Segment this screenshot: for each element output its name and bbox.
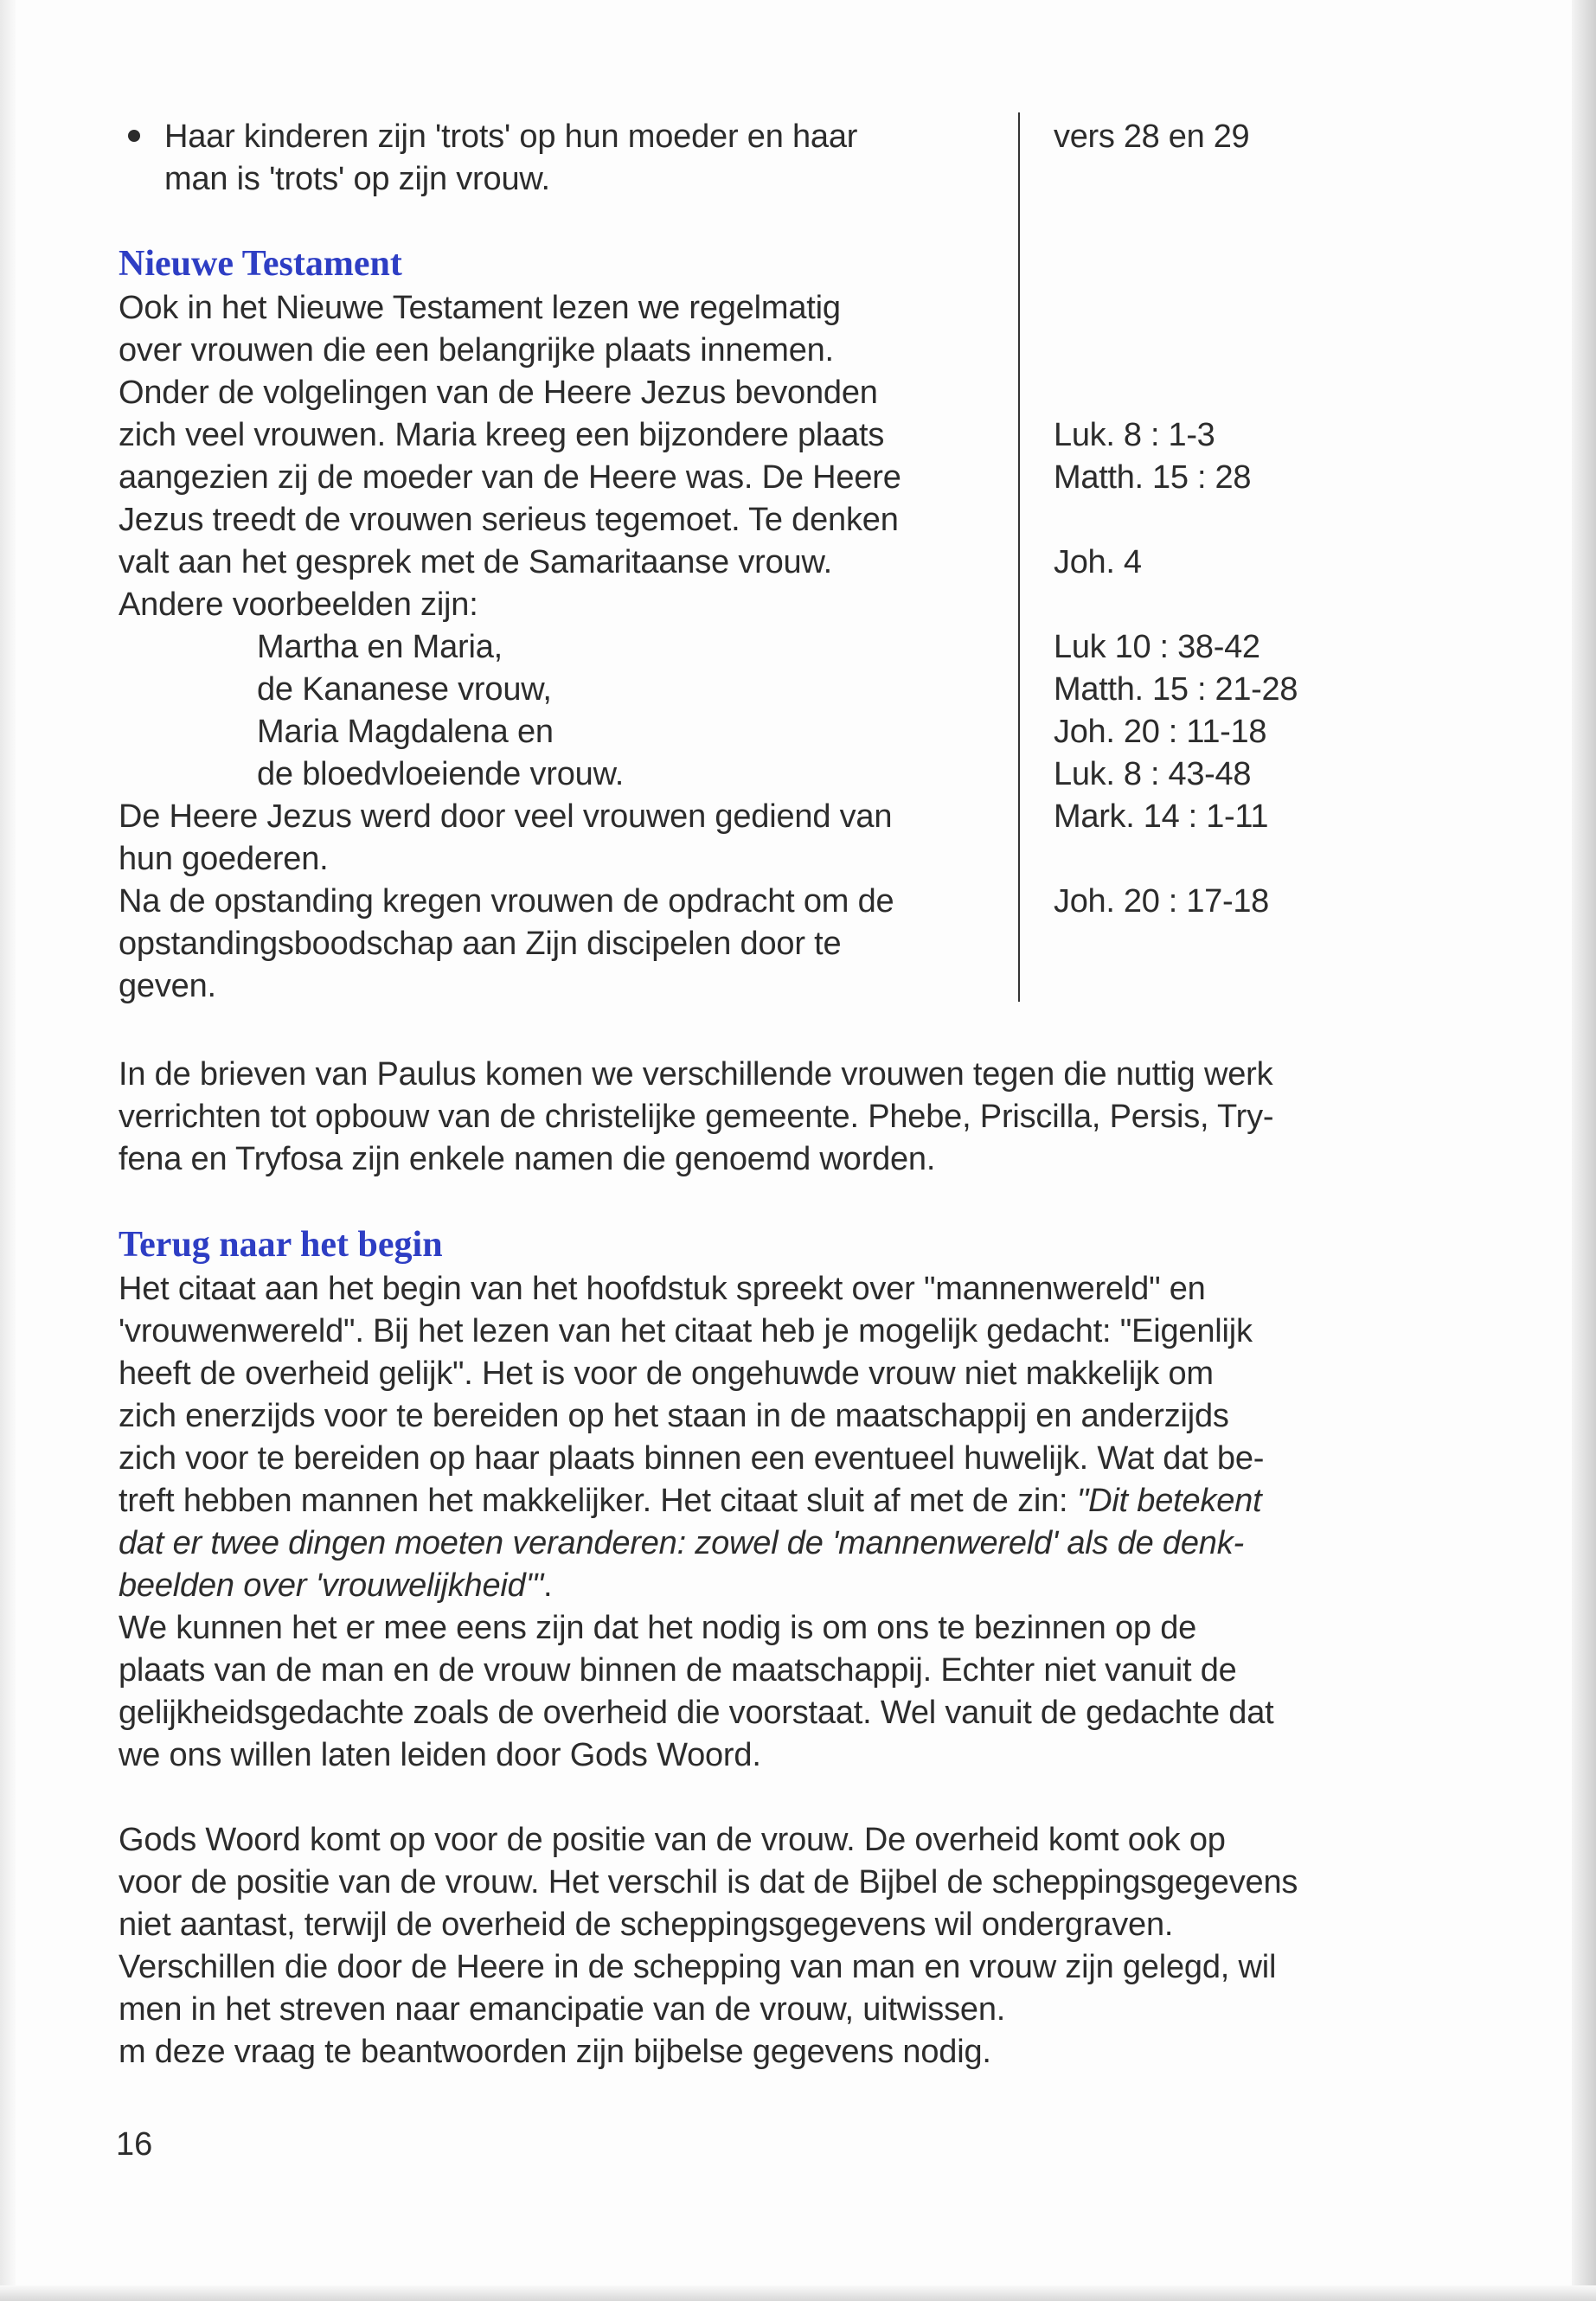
s2-line: We kunnen het er mee eens zijn dat het nodig is om ons te bezinnen op de [119,1610,1197,1646]
bullet-line-2: man is 'trots' op zijn vrouw. [164,161,550,197]
paulus-line: In de brieven van Paulus komen we verschillende vrouwen tegen die nuttig werk [119,1056,1273,1093]
ref-vers: vers 28 en 29 [1054,119,1250,155]
s1-example: Martha en Maria, [257,629,503,665]
s2-line: Het citaat aan het begin van het hoofdstuk spreekt over "mannenwereld" en [119,1271,1206,1307]
page-edge-right [1572,0,1596,2301]
page-edge-left [0,0,16,2301]
s2-line: 'vrouwenwereld". Bij het lezen van het citaat heb je mogelijk gedacht: "Eigenlijk [119,1313,1253,1349]
s2-line: zich enerzijds voor te bereiden op het staan in de maatschappij en anderzijds [119,1398,1229,1434]
s1-line: over vrouwen die een belangrijke plaats innemen. [119,332,834,369]
s2-line: gelijkheidsgedachte zoals de overheid die voorstaat. Wel vanuit de gedachte dat [119,1695,1274,1731]
final-line: niet aantast, terwijl de overheid de scheppingsgegevens wil ondergraven. [119,1907,1174,1943]
s1-line: Andere voorbeelden zijn: [119,586,478,623]
s2-line: zich voor te bereiden op haar plaats binnen een eventueel huwelijk. Wat dat be- [119,1440,1265,1477]
ref-joh-4: Joh. 4 [1054,544,1142,580]
s1-line: geven. [119,968,216,1004]
s2-line-quote-start: treft hebben mannen het makkelijker. Het citaat sluit af met de zin: "Dit betekent [119,1483,1262,1519]
s1-line: valt aan het gesprek met de Samaritaanse vrouw. [119,544,832,580]
s2-line: we ons willen laten leiden door Gods Woord. [119,1737,761,1773]
s2-quote-end: beelden over 'vrouwelijkheid'". [119,1567,553,1604]
s2-quote-line: dat er twee dingen moeten veranderen: zowel de 'mannenwereld' als de denk- [119,1525,1244,1561]
s1-line: Ook in het Nieuwe Testament lezen we regelmatig [119,290,841,326]
s1-example: de Kananese vrouw, [257,671,552,708]
ref-matth-15-21: Matth. 15 : 21-28 [1054,671,1298,708]
s1-line: Na de opstanding kregen vrouwen de opdracht om de [119,883,894,920]
s1-line: De Heere Jezus werd door veel vrouwen gediend van [119,798,893,835]
ref-joh-20-11: Joh. 20 : 11-18 [1054,714,1267,750]
ref-matth-15-28: Matth. 15 : 28 [1054,459,1252,496]
s1-line: opstandingsboodschap aan Zijn discipelen door te [119,926,842,962]
s2-line: plaats van de man en de vrouw binnen de maatschappij. Echter niet vanuit de [119,1652,1237,1689]
bullet-line-1: Haar kinderen zijn 'trots' op hun moeder en haar [128,116,857,158]
heading-terug-naar-het-begin: Terug naar het begin [119,1225,443,1265]
column-divider [1018,112,1020,1002]
s1-example: Maria Magdalena en [257,714,554,750]
ref-luk-8: Luk. 8 : 1-3 [1054,417,1215,453]
page-number: 16 [116,2126,153,2163]
ref-luk-10: Luk 10 : 38-42 [1054,629,1260,665]
final-line: m deze vraag te beantwoorden zijn bijbelse gegevens nodig. [119,2034,991,2070]
final-line: Verschillen die door de Heere in de schepping van man en vrouw zijn gelegd, wil [119,1949,1277,1985]
final-line: voor de positie van de vrouw. Het verschil is dat de Bijbel de scheppingsgegevens [119,1864,1298,1900]
s2-line: heeft de overheid gelijk". Het is voor de ongehuwde vrouw niet makkelijk om [119,1356,1214,1392]
ref-luk-8-43: Luk. 8 : 43-48 [1054,756,1252,792]
bullet-dot [128,130,140,142]
heading-nieuwe-testament: Nieuwe Testament [119,244,402,284]
final-line: Gods Woord komt op voor de positie van de vrouw. De overheid komt ook op [119,1822,1226,1858]
s1-line: aangezien zij de moeder van de Heere was. De Heere [119,459,901,496]
s1-line: Onder de volgelingen van de Heere Jezus bevonden [119,375,878,411]
s1-line: hun goederen. [119,841,329,877]
page-edge-bottom [0,2285,1596,2301]
ref-mark-14: Mark. 14 : 1-11 [1054,798,1269,835]
s1-example: de bloedvloeiende vrouw. [257,756,625,792]
s1-line: Jezus treedt de vrouwen serieus tegemoet. Te denken [119,502,899,538]
ref-joh-20-17: Joh. 20 : 17-18 [1054,883,1270,920]
s1-line: zich veel vrouwen. Maria kreeg een bijzondere plaats [119,417,885,453]
paulus-line: verrichten tot opbouw van de christelijke gemeente. Phebe, Priscilla, Persis, Try- [119,1099,1274,1135]
paulus-line: fena en Tryfosa zijn enkele namen die genoemd worden. [119,1141,936,1177]
final-line: men in het streven naar emancipatie van de vrouw, uitwissen. [119,1991,1006,2028]
